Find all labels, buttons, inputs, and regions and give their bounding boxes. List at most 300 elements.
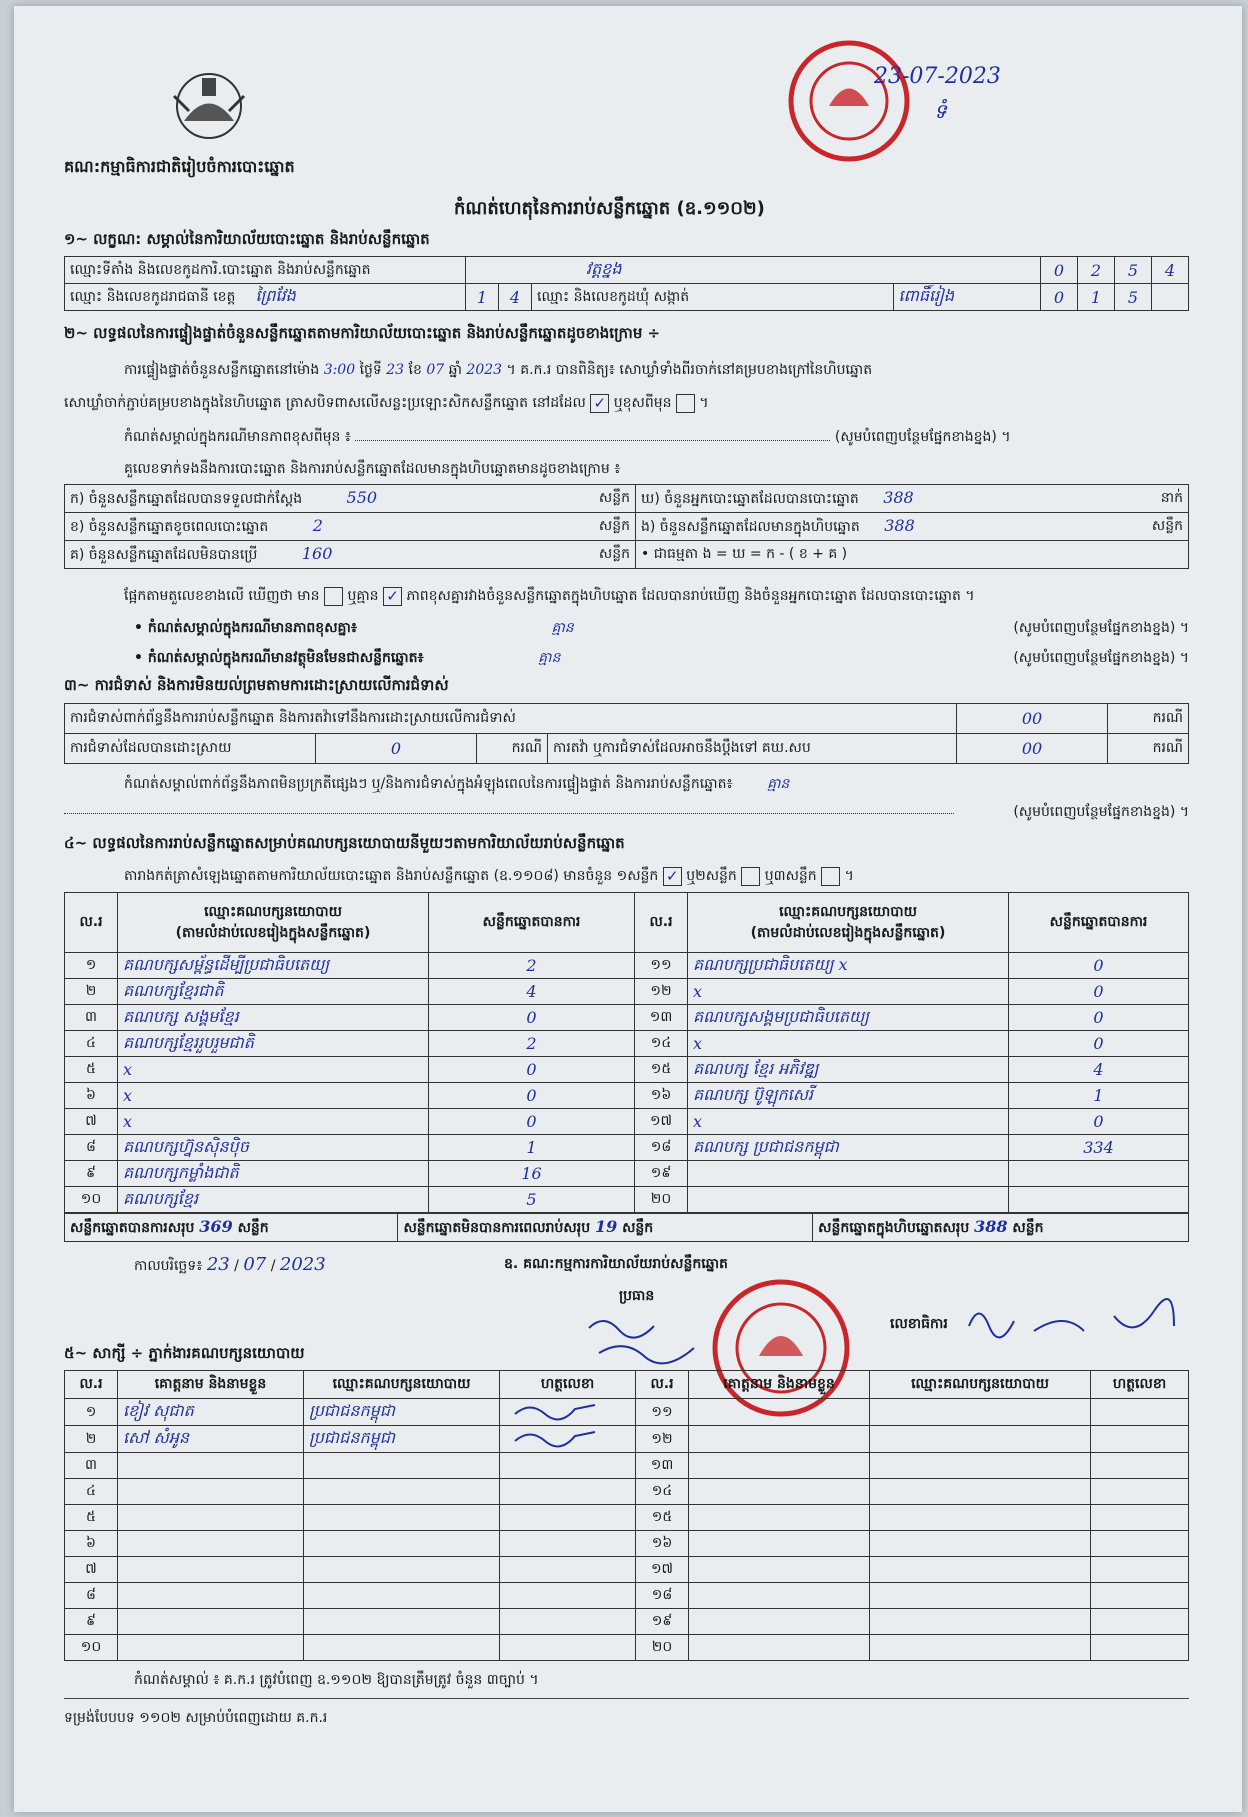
total-box-value: 388 <box>974 1216 1008 1236</box>
no-discrepancy-checkbox[interactable]: ✓ <box>383 587 402 606</box>
witness-name <box>689 1609 870 1635</box>
section2-line1 <box>124 360 872 381</box>
party-name: គណបក្សហ្វ៊ុនស៊ិនប៉ិច <box>118 1135 429 1161</box>
vote-count <box>1009 1161 1189 1187</box>
row-no: ១៦ <box>636 1531 689 1557</box>
date-year: 2023 <box>279 1254 326 1275</box>
row-no: ៣ <box>65 1453 118 1479</box>
kh-unit: សន្លឹក <box>598 517 630 534</box>
row-no: ១៥ <box>636 1505 689 1531</box>
table-row <box>65 1109 1189 1135</box>
location-value: វត្តខ្នង <box>466 257 1041 284</box>
k-value: 550 <box>346 487 378 507</box>
one-sheet-checkbox[interactable]: ✓ <box>663 867 682 886</box>
vote-count: 1 <box>1009 1083 1189 1109</box>
row-no: ៨ <box>65 1583 118 1609</box>
objection-value: 00 <box>957 704 1108 734</box>
row-no: ៦ <box>65 1531 118 1557</box>
footer-divider <box>64 1698 1189 1699</box>
witness-party <box>304 1453 500 1479</box>
commune-code-digit: 1 <box>1078 284 1115 311</box>
total-valid-value: 369 <box>199 1216 233 1236</box>
totals-table <box>64 1213 1189 1242</box>
col-sign: ហត្ថលេខា <box>1091 1371 1189 1399</box>
date-day: 23 <box>206 1254 230 1275</box>
party-name: x <box>118 1083 429 1109</box>
col-party-sub: (តាមលំដាប់លេខរៀងក្នុងសន្លឹកឆ្នោត) <box>175 924 371 941</box>
witness-name <box>689 1399 870 1426</box>
commune-label: ឈ្មោះ និងលេខកូដឃុំ សង្កាត់ <box>532 284 894 311</box>
sheets-one-label: តារាងកត់ត្រាសំឡេងឆ្នោតតាមការិយាល័យបោះឆ្នោត និងរាប់សន្លឹកឆ្នោត (ឧ.១១០៨) មានចំនួន ១សន្លឹក <box>124 868 659 884</box>
row-no: ៨ <box>65 1135 118 1161</box>
section3-heading: ៣~ ការជំទាស់ និងការមិនយល់ព្រមតាមការដោះស្រាយលើការជំទាស់ <box>64 676 449 694</box>
g-label: គ) ចំនួនសន្លឹកឆ្នោតដែលមិនបានប្រើ <box>70 546 258 563</box>
irregularity-blank <box>64 813 954 814</box>
vote-count: 0 <box>1009 953 1189 979</box>
section1-table <box>64 256 1189 311</box>
row-no: ១១ <box>636 1399 689 1426</box>
province-code-digit: 4 <box>499 284 532 311</box>
bullet1-line <box>134 618 1189 639</box>
row-no: ៩ <box>65 1609 118 1635</box>
witness-signature <box>500 1557 636 1583</box>
col-party: ឈ្មោះគណបក្សនយោបាយ <box>870 1371 1091 1399</box>
discrepancy-line <box>124 586 975 607</box>
province-value: ព្រៃវែង <box>255 286 296 305</box>
table-row <box>65 1426 1189 1453</box>
province-code-digit: 1 <box>466 284 499 311</box>
row-no: ១៣ <box>635 1005 688 1031</box>
bullet2-hint: (សូមបំពេញបន្ថែមផ្នែកខាងខ្នង) ។ <box>1013 650 1189 666</box>
commune-seal-icon <box>784 36 914 170</box>
witness-signature <box>500 1479 636 1505</box>
vote-count: 2 <box>429 1031 635 1057</box>
witness-name: ខៀវ សុជាត <box>118 1399 304 1426</box>
row-no: ១៤ <box>635 1031 688 1057</box>
vote-count: 0 <box>429 1005 635 1031</box>
witness-party: ប្រជាជនកម្ពុជា <box>304 1426 500 1453</box>
row-no: ៧ <box>65 1557 118 1583</box>
witness-name <box>118 1635 304 1661</box>
day-label: ថ្ងៃទី <box>359 362 382 378</box>
vote-count: 2 <box>429 953 635 979</box>
irregularity-line <box>124 774 789 795</box>
form-title: កំណត់ហេតុនៃការរាប់សន្លឹកឆ្នោត (ឧ.១១០២) <box>454 198 765 219</box>
witness-signature <box>1091 1609 1189 1635</box>
witness-party <box>304 1583 500 1609</box>
witness-party <box>870 1426 1091 1453</box>
section4-intro <box>124 866 854 887</box>
witness-party <box>304 1505 500 1531</box>
witness-party <box>304 1609 500 1635</box>
row-no: ១៦ <box>635 1083 688 1109</box>
row-no: ១ <box>65 953 118 979</box>
commune-code-digit: 0 <box>1041 284 1078 311</box>
row-no: ១៨ <box>636 1583 689 1609</box>
location-code-digit: 2 <box>1078 257 1115 284</box>
witness-signature <box>1091 1453 1189 1479</box>
signature-mark <box>505 1426 605 1448</box>
appeal-label: ការតវ៉ា ឬការជំទាស់ដែលអាចនឹងប្តឹងទៅ គឃ.សប <box>548 734 957 764</box>
has-discrepancy-checkbox[interactable] <box>324 587 343 606</box>
two-sheet-checkbox[interactable] <box>741 867 760 886</box>
chair-label: ប្រធាន <box>619 1288 655 1304</box>
witness-name <box>689 1505 870 1531</box>
col-no: ល.រ <box>65 1371 118 1399</box>
secretary-label: លេខាធិការ <box>890 1316 948 1332</box>
footer-note: កំណត់សម្គាល់ ៖ គ.ក.រ ត្រូវបំពេញ ឧ.១១០២ ឱ្យបានត្រឹមត្រូវ ចំនួន ៣ច្បាប់ ។ <box>134 1672 539 1688</box>
party-name: x <box>118 1057 429 1083</box>
col-party: ឈ្មោះគណបក្សនយោបាយ <box>304 1371 500 1399</box>
different-label: ឬខុសពីមុន <box>613 395 672 411</box>
diff-note-hint: (សូមបំពេញបន្ថែមផ្នែកខាងខ្នង) ។ <box>834 429 1011 445</box>
witness-signature <box>500 1453 636 1479</box>
diff-note-label: កំណត់សម្គាល់ក្នុងករណីមានភាពខុសពីមុន ៖ <box>124 429 351 445</box>
total-valid-label: សន្លឹកឆ្នោតបានការសរុប <box>70 1219 195 1236</box>
diff-note-line <box>124 427 1189 448</box>
col-party-title: ឈ្មោះគណបក្សនយោបាយ <box>779 903 917 920</box>
appeal-unit: ករណី <box>1108 734 1189 764</box>
col-votes: សន្លឹកឆ្នោតបានការ <box>1009 893 1189 953</box>
row-no: ១៩ <box>636 1609 689 1635</box>
row-no: ១១ <box>635 953 688 979</box>
kh-label: ខ) ចំនួនសន្លឹកឆ្នោតខូចពេលបោះឆ្នោត <box>70 518 269 535</box>
witness-name <box>118 1479 304 1505</box>
witness-name <box>118 1531 304 1557</box>
table-row <box>65 1187 1189 1213</box>
formula: • ជាធម្មតា ង = ឃ = ក - ( ខ + គ ) <box>636 541 1189 569</box>
witness-name <box>689 1531 870 1557</box>
col-party <box>688 893 1009 953</box>
commune-value: ពោធិ៍រៀង <box>893 284 1040 311</box>
col-no: ល.រ <box>65 893 118 953</box>
row-no: ១២ <box>635 979 688 1005</box>
objection-table <box>64 703 1189 764</box>
col-party-title: ឈ្មោះគណបក្សនយោបាយ <box>204 903 342 920</box>
row-no: ១៧ <box>636 1557 689 1583</box>
row-no: ២០ <box>636 1635 689 1661</box>
col-name: គោត្តនាម និងនាមខ្លួន <box>689 1371 870 1399</box>
party-name: x <box>688 979 1009 1005</box>
seal-note-handwritten: ទំ <box>934 99 947 123</box>
row-no: ១៨ <box>635 1135 688 1161</box>
party-name: គណបក្ស ប៊ូឡុកសេរី <box>688 1083 1009 1109</box>
vote-count: 4 <box>429 979 635 1005</box>
vote-count <box>1009 1187 1189 1213</box>
location-label: ឈ្មោះទីតាំង និងលេខកូដការិ.បោះឆ្នោត និងរាប់សន្លឹកឆ្នោត <box>65 257 466 284</box>
section2-line2 <box>64 393 709 414</box>
section1-heading: ១~ លក្ខណ: សម្គាល់នៃការិយាល័យបោះឆ្នោត និងរាប់សន្លឹកឆ្នោត <box>64 230 430 248</box>
witness-name <box>689 1557 870 1583</box>
figures-table <box>64 484 1189 569</box>
col-party-sub: (តាមលំដាប់លេខរៀងក្នុងសន្លឹកឆ្នោត) <box>750 924 946 941</box>
day-value: 23 <box>386 362 405 378</box>
bullet1-value: គ្មាន <box>551 620 574 636</box>
witness-signature <box>500 1505 636 1531</box>
col-sign: ហត្ថលេខា <box>500 1371 636 1399</box>
form-reference: ទម្រង់បែបបទ ១១០២ សម្រាប់បំពេញដោយ គ.ក.រ <box>64 1710 328 1726</box>
witness-party <box>870 1557 1091 1583</box>
party-name: x <box>688 1109 1009 1135</box>
total-invalid-unit: សន្លឹក <box>622 1219 654 1236</box>
line2-end: ។ <box>699 395 709 411</box>
three-sheet-checkbox[interactable] <box>821 867 840 886</box>
irregularity-line2 <box>64 802 1189 823</box>
chair-signature <box>584 1308 714 1372</box>
total-box <box>813 1214 1189 1242</box>
party-name: គណបក្ស ខ្មែរ អភិវឌ្ឍ <box>688 1057 1009 1083</box>
irregularity-label: កំណត់សម្គាល់ពាក់ព័ន្ធនឹងភាពមិនប្រក្រតីផ្សេងៗ ឬ/និងការជំទាស់ក្នុងអំឡុងពេលនៃការផ្ទៀងផ្ទាត់ និងការរាប់សន្លឹកឆ្នោត៖ <box>124 776 733 792</box>
party-name: គណបក្សសម្ព័ន្ធដើម្បីប្រជាធិបតេយ្យ <box>118 953 429 979</box>
party-name: x <box>688 1031 1009 1057</box>
vote-count: 4 <box>1009 1057 1189 1083</box>
bullet2-value: គ្មាន <box>538 650 561 666</box>
row-no: ២០ <box>635 1187 688 1213</box>
witness-party <box>304 1557 500 1583</box>
table-row <box>65 1161 1189 1187</box>
line1-label: ការផ្ទៀងផ្ទាត់ចំនួនសន្លឹកឆ្នោតនៅម៉ោង <box>124 362 320 378</box>
kh-value: 2 <box>312 515 323 535</box>
gh-label: ឃ) ចំនួនអ្នកបោះឆ្នោតដែលបានបោះឆ្នោត <box>641 490 859 507</box>
table-row <box>65 1583 1189 1609</box>
total-invalid-value: 19 <box>594 1216 618 1236</box>
commune-code-digit: 5 <box>1115 284 1152 311</box>
witness-signature <box>1091 1583 1189 1609</box>
witness-name <box>118 1505 304 1531</box>
date-label: កាលបរិច្ឆេទ៖ <box>134 1258 203 1274</box>
different-checkbox[interactable] <box>676 394 695 413</box>
witness-name <box>689 1479 870 1505</box>
row-no: ១២ <box>636 1426 689 1453</box>
witness-name <box>689 1426 870 1453</box>
vote-count: 0 <box>429 1057 635 1083</box>
same-checkbox[interactable]: ✓ <box>590 394 609 413</box>
witness-party <box>870 1399 1091 1426</box>
witness-party <box>870 1531 1091 1557</box>
discrepancy-label-b: ឬគ្មាន <box>347 588 379 604</box>
table-row <box>65 1005 1189 1031</box>
k-label: ក) ចំនួនសន្លឹកឆ្នោតដែលបានទទួលជាក់ស្តែង <box>70 490 303 507</box>
table-row <box>65 1479 1189 1505</box>
irregularity-hint: (សូមបំពេញបន្ថែមផ្នែកខាងខ្នង) ។ <box>1013 804 1189 820</box>
col-party <box>118 893 429 953</box>
vote-count: 5 <box>429 1187 635 1213</box>
row-no: ១ <box>65 1399 118 1426</box>
resolved-value: 0 <box>316 734 477 764</box>
party-name: គណបក្សសង្គមប្រជាធិបតេយ្យ <box>688 1005 1009 1031</box>
date-line: កាលបរិច្ឆេទ៖ 23 / 07 / 2023 <box>134 1254 326 1275</box>
witness-signature <box>500 1399 636 1426</box>
org-name: គណ:កម្មាធិការជាតិរៀបចំការបោះឆ្នោត <box>64 157 295 176</box>
table-row <box>65 1531 1189 1557</box>
diff-note-blank <box>355 440 830 441</box>
witness-party <box>304 1635 500 1661</box>
table-row <box>65 1557 1189 1583</box>
nec-emblem-icon <box>164 66 254 150</box>
location-code-digit: 0 <box>1041 257 1078 284</box>
line2-text: សោឃ្លាំចាក់ភ្ជាប់គម្របខាងក្នុងនៃហិបឆ្នោត ត្រាសបិទពាសលើសន្លះប្រឡោះសិកសន្លឹកឆ្នោត នៅដដែល <box>64 395 586 411</box>
witness-signature <box>500 1583 636 1609</box>
objection-unit: ករណី <box>1108 704 1189 734</box>
total-box-unit: សន្លឹក <box>1012 1219 1044 1236</box>
witness-name <box>118 1583 304 1609</box>
witness-signature <box>500 1531 636 1557</box>
table-row <box>65 1057 1189 1083</box>
seal-date-handwritten: 23-07-2023 <box>874 64 1001 89</box>
location-code-digit: 5 <box>1115 257 1152 284</box>
witness-signature <box>1091 1531 1189 1557</box>
g-unit: សន្លឹក <box>598 545 630 562</box>
figures-intro: គួលេខទាក់ទងនឹងការបោះឆ្នោត និងការរាប់សន្លឹកឆ្នោតដែលមានក្នុងហិបឆ្នោតមានដូចខាងក្រោម ៖ <box>124 461 621 477</box>
party-name <box>688 1161 1009 1187</box>
gh-value: 388 <box>883 487 914 507</box>
month-label: ខែ <box>408 362 422 378</box>
witness-party <box>304 1479 500 1505</box>
signature-mark <box>505 1399 605 1421</box>
gh-unit: នាក់ <box>1160 489 1183 506</box>
sheets-two-label: ឬ២សន្លឹក <box>686 868 737 884</box>
party-name: គណបក្ស ប្រជាជនកម្ពុជា <box>688 1135 1009 1161</box>
party-name <box>688 1187 1009 1213</box>
witness-signature <box>500 1426 636 1453</box>
total-invalid-label: សន្លឹកឆ្នោតមិនបានការពេលរាប់សរុប <box>403 1219 591 1236</box>
witness-party <box>870 1505 1091 1531</box>
vote-count: 1 <box>429 1135 635 1161</box>
row-no: ៦ <box>65 1083 118 1109</box>
vote-count: 16 <box>429 1161 635 1187</box>
row-no: ៥ <box>65 1057 118 1083</box>
witness-party <box>870 1635 1091 1661</box>
witness-signature <box>1091 1557 1189 1583</box>
witness-party <box>870 1479 1091 1505</box>
witness-table <box>64 1370 1189 1661</box>
witness-signature <box>1091 1426 1189 1453</box>
witness-name <box>689 1635 870 1661</box>
bullet1-label: • កំណត់សម្គាល់ក្នុងករណីមានភាពខុសគ្នា៖ <box>134 620 358 636</box>
total-valid <box>65 1214 398 1242</box>
results-table <box>64 892 1189 1213</box>
ng-label: ង) ចំនួនសន្លឹកឆ្នោតដែលមានក្នុងហិបឆ្នោត <box>641 518 860 535</box>
total-invalid <box>398 1214 813 1242</box>
month-value: 07 <box>426 362 445 378</box>
witness-party <box>870 1453 1091 1479</box>
witness-signature <box>500 1609 636 1635</box>
row-no: ២ <box>65 979 118 1005</box>
form-sheet <box>14 6 1242 1812</box>
witness-party <box>304 1531 500 1557</box>
province-label: ឈ្មោះ និងលេខកូដរាជធានី ខេត្ត <box>70 289 236 305</box>
vote-count: 0 <box>1009 979 1189 1005</box>
g-value: 160 <box>301 543 333 563</box>
party-name: គណបក្សកម្លាំងជាតិ <box>118 1161 429 1187</box>
sheets-three-label: ឬ៣សន្លឹក <box>764 868 817 884</box>
row-no: ១៩ <box>635 1161 688 1187</box>
resolved-label: ការជំទាស់ដែលបានដោះស្រាយ <box>65 734 316 764</box>
table-row <box>65 1031 1189 1057</box>
bullet1-hint: (សូមបំពេញបន្ថែមផ្នែកខាងខ្នង) ។ <box>1013 620 1189 636</box>
row-no: ៤ <box>65 1479 118 1505</box>
witness-signature <box>1091 1505 1189 1531</box>
k-unit: សន្លឹក <box>598 489 630 506</box>
witness-name <box>689 1583 870 1609</box>
vote-count: 0 <box>429 1109 635 1135</box>
witness-name <box>118 1453 304 1479</box>
time-value: 3:00 <box>323 362 356 378</box>
ng-value: 388 <box>884 515 915 535</box>
row-no: ១០ <box>65 1635 118 1661</box>
secretary-signature <box>964 1296 1184 1350</box>
witness-name <box>118 1557 304 1583</box>
bullet2-line <box>134 648 1189 669</box>
vote-count: 334 <box>1009 1135 1189 1161</box>
witness-party: ប្រជាជនកម្ពុជា <box>304 1399 500 1426</box>
party-name: x <box>118 1109 429 1135</box>
row-no: ៩ <box>65 1161 118 1187</box>
total-valid-unit: សន្លឹក <box>237 1219 269 1236</box>
witness-signature <box>1091 1635 1189 1661</box>
row-no: ១៧ <box>635 1109 688 1135</box>
party-name: គណបក្ស សង្គមខ្មែរ <box>118 1005 429 1031</box>
total-box-label: សន្លឹកឆ្នោតក្នុងហិបឆ្នោតសរុប <box>818 1219 970 1236</box>
witness-signature <box>500 1635 636 1661</box>
appeal-value: 00 <box>957 734 1108 764</box>
row-no: ៤ <box>65 1031 118 1057</box>
committee-label: ឧ. គណ:កម្មការការិយាល័យរាប់សន្លឹកឆ្នោត <box>504 1256 728 1272</box>
ng-unit: សន្លឹក <box>1151 517 1183 534</box>
row-no: ២ <box>65 1426 118 1453</box>
section5-heading: ៥~ សាក្សី ÷ ភ្នាក់ងារគណបក្សនយោបាយ <box>64 1344 305 1362</box>
year-label: ឆ្នាំ <box>448 362 462 378</box>
witness-name: សៅ សំអូន <box>118 1426 304 1453</box>
table-row <box>65 953 1189 979</box>
row-no: ១០ <box>65 1187 118 1213</box>
party-name: គណបក្សខ្មែរ <box>118 1187 429 1213</box>
section2-heading: ២~ លទ្ធផលនៃការផ្ទៀងផ្ទាត់ចំនួនសន្លឹកឆ្នោតតាមការិយាល័យបោះឆ្នោត និងរាប់សន្លឹកឆ្នោតដូចខាងក្រោម ÷ <box>64 324 661 342</box>
table-row <box>65 1399 1189 1426</box>
witness-name <box>118 1609 304 1635</box>
year-value: 2023 <box>466 362 503 378</box>
sheets-end: ។ <box>844 868 854 884</box>
col-no: ល.រ <box>635 893 688 953</box>
objection-label: ការជំទាស់ពាក់ព័ន្ធនឹងការរាប់សន្លឹកឆ្នោត និងការតវ៉ាទៅនឹងការដោះស្រាយលើការជំទាស់ <box>65 704 957 734</box>
witness-signature <box>1091 1479 1189 1505</box>
discrepancy-label-a: ផ្អែកតាមតួលេខខាងលើ ឃើញថា មាន <box>124 588 320 604</box>
witness-party <box>870 1583 1091 1609</box>
col-votes: សន្លឹកឆ្នោតបានការ <box>429 893 635 953</box>
vote-count: 0 <box>429 1083 635 1109</box>
table-row <box>65 1609 1189 1635</box>
table-row <box>65 1083 1189 1109</box>
vote-count: 0 <box>1009 1109 1189 1135</box>
resolved-unit: ករណី <box>477 734 548 764</box>
section4-heading: ៤~ លទ្ធផលនៃការរាប់សន្លឹកឆ្នោតសម្រាប់គណបក្សនយោបាយនីមួយៗតាមការិយាល័យរាប់សន្លឹកឆ្នោត <box>64 834 625 852</box>
table-row <box>65 1135 1189 1161</box>
irregularity-value: គ្មាន <box>767 776 790 792</box>
party-name: គណបក្សប្រជាធិបតេយ្យ x <box>688 953 1009 979</box>
row-no: ៥ <box>65 1505 118 1531</box>
witness-name <box>689 1453 870 1479</box>
col-name: គោត្តនាម និងនាមខ្លួន <box>118 1371 304 1399</box>
row-no: ៣ <box>65 1005 118 1031</box>
row-no: ៧ <box>65 1109 118 1135</box>
table-row <box>65 979 1189 1005</box>
date-month: 07 <box>243 1254 267 1275</box>
line1-text: ។ គ.ក.រ បានពិនិត្យ៖ សោឃ្លាំទាំងពីរចាក់នៅគម្របខាងក្រៅនៃហិបឆ្នោត <box>506 362 873 378</box>
discrepancy-label-c: ភាពខុសគ្នារវាងចំនួនសន្លឹកឆ្នោតក្នុងហិបឆ្នោត ដែលបានរាប់ឃើញ និងចំនួនអ្នកបោះឆ្នោត ដែលបានបោះឆ្នោត ។ <box>406 588 975 604</box>
party-name: គណបក្សខ្មែររួបរួមជាតិ <box>118 1031 429 1057</box>
bullet2-label: • កំណត់សម្គាល់ក្នុងករណីមានវត្ថុមិនមែនជាសន្លឹកឆ្នោត៖ <box>134 650 424 666</box>
table-row <box>65 1635 1189 1661</box>
